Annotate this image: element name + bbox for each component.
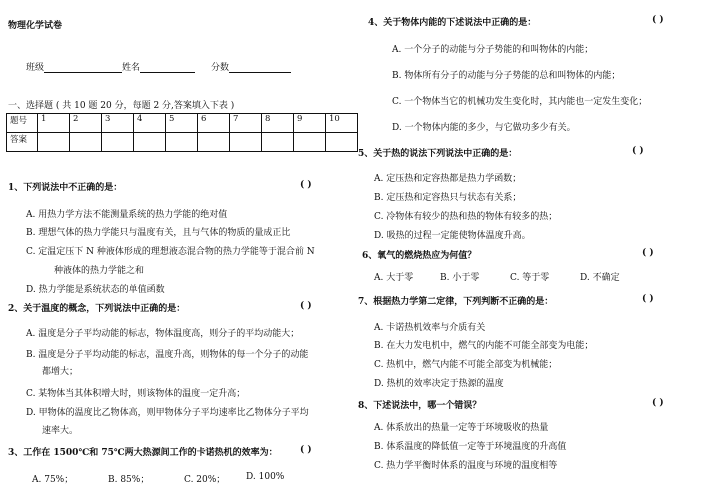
q6-answer-paren: ( ) (642, 248, 654, 258)
q4-stem: 4、关于物体内能的下述说法中正确的是： (368, 18, 537, 28)
q2-option-d: D. 甲物体的温度比乙物体高，则甲物体分子平均速率比乙物体分子平均 (26, 408, 309, 418)
q2-answer-paren: ( ) (300, 301, 312, 311)
q5-option-b: B. 定压热和定容热只与状态有关系； (374, 193, 522, 203)
q7-stem: 7、根据热力学第二定律，下列判断不正确的是： (358, 297, 554, 307)
answer-cell-7[interactable] (230, 133, 262, 152)
student-info-line (26, 60, 291, 73)
name-blank[interactable] (140, 72, 195, 73)
answer-cell-4[interactable] (134, 133, 166, 152)
q2-option-d-cont: 速率大。 (42, 426, 79, 436)
table-number-10: 10 (326, 114, 358, 133)
page-title: 物理化学试卷 (8, 21, 63, 31)
section1-heading: 一、选择题 ( 共 10 题 20 分，每题 2 分,答案填入下表 ) (8, 101, 235, 111)
q4-option-a: A. 一个分子的动能与分子势能的和叫物体的内能； (392, 45, 594, 55)
q8-answer-paren: ( ) (652, 398, 664, 408)
table-number-6: 6 (198, 114, 230, 133)
q7-option-c: C. 热机中，燃气内能不可能全部变为机械能； (374, 360, 558, 370)
q1-option-c: C. 定温定压下 N 种液体形成的理想液态混合物的热力学能等于混合前 N (26, 247, 315, 257)
table-number-9: 9 (294, 114, 326, 133)
q1-option-c-cont: 种液体的热力学能之和 (54, 266, 145, 276)
q4-option-b: B. 物体所有分子的动能与分子势能的总和叫物体的内能； (392, 71, 621, 81)
answer-table-answer-row (7, 133, 358, 152)
q1-option-b: B. 理想气体的热力学能只与温度有关，且与气体的物质的量成正比 (26, 228, 291, 238)
q6-option-b: B. 小于零 (440, 273, 480, 283)
answer-cell-10[interactable] (326, 133, 358, 152)
q8-option-c: C. 热力学平衡时体系的温度与环境的温度相等 (374, 461, 558, 471)
q5-answer-paren: ( ) (632, 146, 644, 156)
table-number-3: 3 (102, 114, 134, 133)
table-number-5: 5 (166, 114, 198, 133)
q1-stem: 1、下列说法中不正确的是： (8, 183, 123, 193)
q5-stem: 5、关于热的说法下列说法中正确的是： (358, 149, 518, 159)
q8-stem: 8、下述说法中，哪一个错误？ (358, 401, 482, 411)
table-number-4: 4 (134, 114, 166, 133)
answer-cell-1[interactable] (38, 133, 70, 152)
q1-option-d: D. 热力学能是系统状态的单值函数 (26, 285, 165, 295)
table-header-number: 题号 (7, 114, 38, 133)
q8-option-b: B. 体系温度的降低值一定等于环境温度的升高值 (374, 442, 567, 452)
q3-option-c: C. 20%； (184, 475, 226, 485)
q8-option-a: A. 体系放出的热量一定等于环境吸收的热量 (374, 423, 549, 433)
answer-cell-6[interactable] (198, 133, 230, 152)
answer-table (6, 113, 358, 152)
score-blank[interactable] (229, 72, 291, 73)
answer-cell-8[interactable] (262, 133, 294, 152)
q3-stem: 3、工作在 1500℃和 75℃两大热源间工作的卡诺热机的效率为： (8, 448, 278, 458)
answer-table-number-row (7, 114, 358, 133)
answer-cell-5[interactable] (166, 133, 198, 152)
q3-option-b: B. 85%； (108, 475, 150, 485)
q7-answer-paren: ( ) (642, 294, 654, 304)
q7-option-a: A. 卡诺热机效率与介质有关 (374, 323, 486, 333)
q7-option-d: D. 热机的效率决定于热源的温度 (374, 379, 504, 389)
table-number-2: 2 (70, 114, 102, 133)
q3-option-d: D. 100% (246, 472, 285, 482)
q4-answer-paren: ( ) (652, 15, 664, 25)
q2-stem: 2、关于温度的概念，下列说法中正确的是： (8, 304, 186, 314)
q2-option-a: A. 温度是分子平均动能的标志，物体温度高，则分子的平均动能大； (26, 329, 300, 339)
table-number-7: 7 (230, 114, 262, 133)
q6-stem: 6、氧气的燃烧热应为何值？ (362, 251, 477, 261)
score-label: 分数 (211, 63, 230, 73)
name-label: 姓名 (122, 63, 141, 73)
q6-option-d: D. 不确定 (580, 273, 620, 283)
q1-option-a: A. 用热力学方法不能测量系统的热力学能的绝对值 (26, 210, 228, 220)
table-number-8: 8 (262, 114, 294, 133)
table-header-answer: 答案 (7, 133, 38, 152)
q2-option-b: B. 温度是分子平均动能的标志，温度升高，则物体的每一个分子的动能 (26, 350, 309, 360)
q2-option-b-cont: 都增大； (42, 367, 79, 377)
class-label: 班级 (26, 63, 45, 73)
answer-cell-3[interactable] (102, 133, 134, 152)
table-number-1: 1 (38, 114, 70, 133)
q1-answer-paren: ( ) (300, 180, 312, 190)
q4-option-d: D. 一个物体内能的多少，与它做功多少有关。 (392, 123, 576, 133)
q5-option-c: C. 冷物体有较少的热和热的物体有较多的热； (374, 212, 558, 222)
class-blank[interactable] (44, 72, 122, 73)
q3-answer-paren: ( ) (300, 445, 312, 455)
answer-cell-2[interactable] (70, 133, 102, 152)
q4-option-c: C. 一个物体当它的机械功发生变化时，其内能也一定发生变化； (392, 97, 648, 107)
q6-option-c: C. 等于零 (510, 273, 550, 283)
q5-option-a: A. 定压热和定容热都是热力学函数； (374, 174, 522, 184)
q3-option-a: A. 75%； (32, 475, 74, 485)
q2-option-c: C. 某物体当其体积增大时，则该物体的温度一定升高； (26, 389, 246, 399)
q5-option-d: D. 吸热的过程一定能使物体温度升高。 (374, 231, 531, 241)
q7-option-b: B. 在大力发电机中，燃气的内能不可能全部变为电能； (374, 341, 594, 351)
q6-option-a: A. 大于零 (374, 273, 414, 283)
answer-cell-9[interactable] (294, 133, 326, 152)
